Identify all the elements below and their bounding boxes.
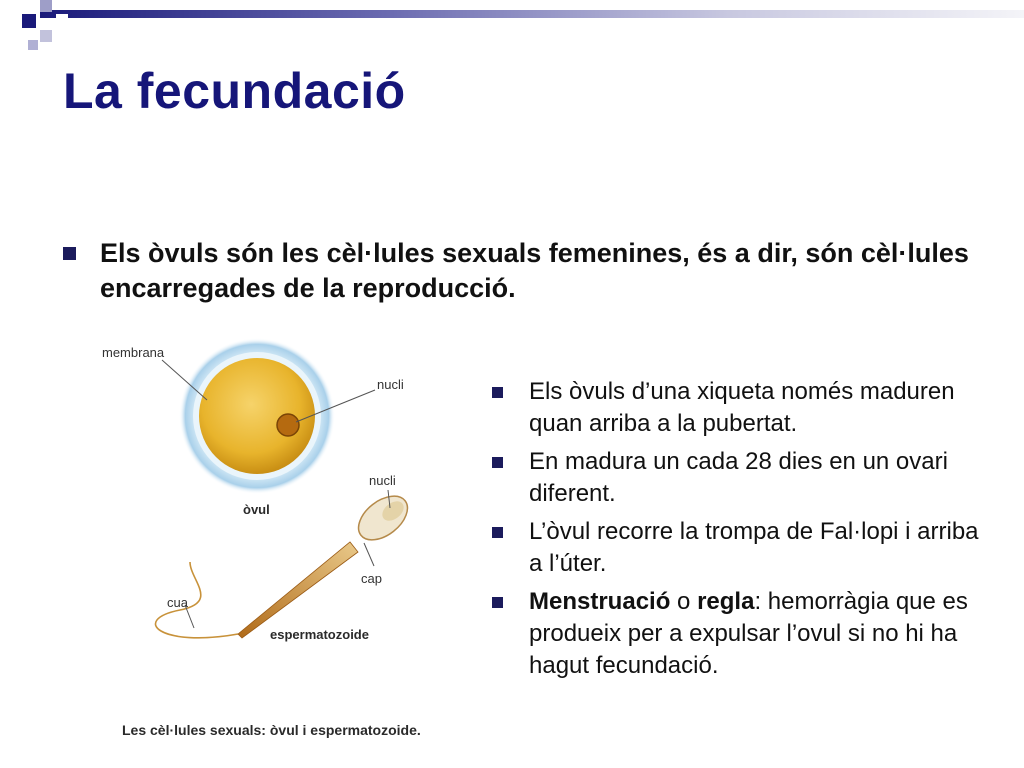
slide-title: La fecundació — [63, 63, 406, 119]
definition-text: : hemorràgia que es produeix per a expulsar l’ovul si no hi ha hagut fecundació. — [529, 588, 968, 679]
square-bullet-icon — [492, 527, 503, 538]
label-ovul: òvul — [243, 502, 270, 517]
illustration-caption: Les cèl·lules sexuals: òvul i espermatozoide. — [122, 722, 421, 738]
decorative-square — [28, 40, 38, 50]
ovum-sperm-diagram — [90, 330, 430, 750]
sub-bullet-list — [492, 376, 992, 688]
label-membrana: membrana — [102, 345, 165, 360]
list-item — [492, 446, 992, 510]
label-cap: cap — [361, 571, 382, 586]
main-bullet — [63, 236, 993, 306]
label-cua: cua — [167, 595, 188, 610]
list-item — [492, 586, 992, 682]
square-bullet-icon — [492, 597, 503, 608]
sperm-midpiece — [238, 542, 358, 638]
term-regla: regla — [697, 588, 755, 615]
decorative-square — [22, 14, 36, 28]
decorative-square — [40, 0, 52, 12]
sperm-drawing — [155, 487, 415, 638]
label-espermatozoide: espermatozoide — [270, 627, 369, 642]
sub-bullet-text: Els òvuls d’una xiqueta només maduren quan arriba a la pubertat. — [529, 378, 955, 437]
square-bullet-icon — [63, 247, 76, 260]
list-item — [492, 516, 992, 580]
connector-text: o — [670, 588, 698, 615]
ovum-nucleus — [277, 414, 299, 436]
sub-bullet-text: L’òvul recorre la trompa de Fal·lopi i arriba a l’úter. — [529, 518, 979, 577]
sub-bullet-text — [529, 586, 992, 682]
square-bullet-icon — [492, 457, 503, 468]
header-gradient-band — [40, 10, 1024, 18]
label-nucli-ovul: nucli — [377, 377, 404, 392]
main-bullet-text: Els òvuls són les cèl·lules sexuals femenines, és a dir, són cèl·lules encarregades de la reproducció. — [100, 238, 969, 303]
decorative-square — [56, 14, 68, 26]
sub-bullet-text: En madura un cada 28 dies en un ovari diferent. — [529, 448, 948, 507]
label-nucli-esperm: nucli — [369, 473, 396, 488]
term-menstruacio: Menstruació — [529, 588, 671, 615]
list-item — [492, 376, 992, 440]
ovum-cytoplasm — [199, 358, 315, 474]
sperm-head — [350, 487, 415, 548]
decorative-square — [40, 30, 52, 42]
square-bullet-icon — [492, 387, 503, 398]
cells-illustration — [90, 330, 430, 750]
